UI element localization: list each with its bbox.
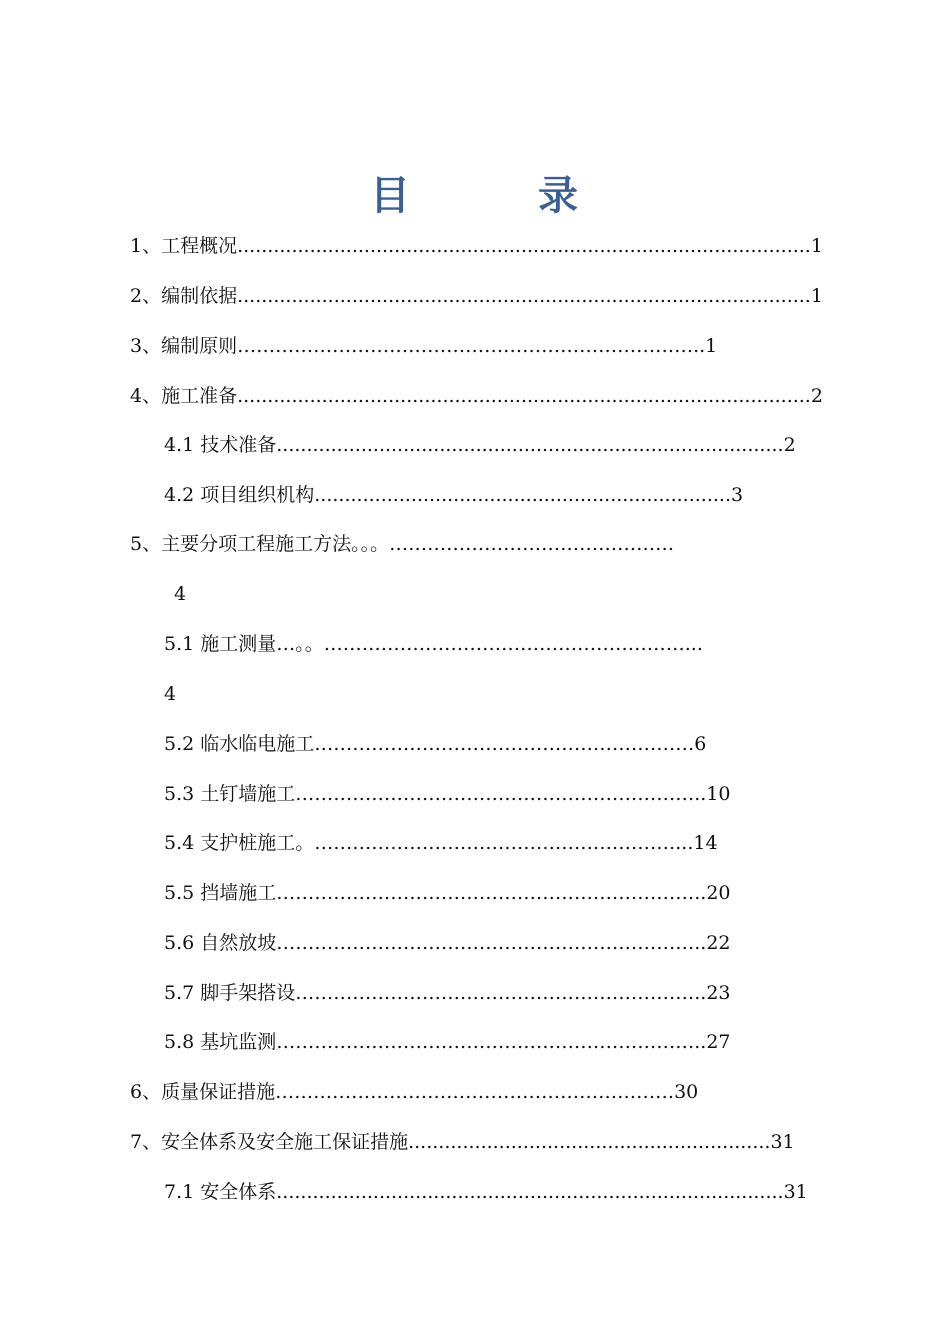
toc-entry[interactable] [164, 481, 820, 509]
toc-entry[interactable] [130, 382, 823, 410]
toc-entry-label: 6、质量保证措施 [130, 1081, 276, 1103]
toc-page-number: 2 [783, 434, 796, 456]
toc-leader-dots: ..................................................................... [314, 484, 731, 506]
toc-page-number: 2 [810, 385, 823, 407]
toc-entry[interactable] [130, 282, 823, 310]
toc-entry[interactable] [164, 630, 820, 658]
toc-entry-label: 5.3 土钉墙施工 [164, 783, 296, 805]
toc-entry-label: 5.4 支护桩施工。 [164, 832, 315, 854]
toc-entry[interactable] [164, 1028, 820, 1056]
toc-entry-label: 1、工程概况 [130, 235, 238, 257]
toc-leader-dots: ………………………………………………… [314, 832, 676, 854]
toc-entry[interactable] [130, 232, 823, 260]
toc-leader-dots: ............................................................ [408, 1131, 771, 1153]
toc-entry[interactable] [164, 730, 820, 758]
toc-title: 目 录 [370, 172, 580, 219]
toc-entry[interactable] [130, 332, 820, 360]
toc-page-number-wrapped: 4 [174, 583, 187, 605]
toc-page-number: 1 [810, 235, 823, 257]
toc-entry[interactable] [130, 1078, 820, 1106]
toc-entry-label: 5、主要分项工程施工方法。。。 [130, 533, 390, 555]
toc-page-number: ..23 [694, 982, 731, 1004]
toc-page-number: ..27 [694, 1031, 731, 1053]
toc-page-number: ... [684, 633, 703, 655]
toc-page-number: 3 [731, 484, 744, 506]
toc-entry-label: 5.6 自然放坡 [164, 932, 277, 954]
toc-entry[interactable] [164, 879, 820, 907]
toc-leader-dots: ………………………………………………………… [276, 932, 695, 954]
toc-entry-label: 7.1 安全体系 [164, 1181, 277, 1203]
toc-leader-dots: ……………………………………………………… [295, 982, 695, 1004]
toc-entry-label: 4.2 项目组织机构 [164, 484, 315, 506]
toc-entry-label: 5.8 基坑监测 [164, 1031, 277, 1053]
toc-entry-label: 2、编制依据 [130, 285, 238, 307]
toc-entry[interactable] [164, 929, 820, 957]
toc-page-number: ..22 [694, 932, 731, 954]
toc-leader-dots: ……………………………………… [389, 533, 675, 555]
toc-entry-label: 3、编制原则 [130, 335, 238, 357]
toc-page-number: ..10 [694, 783, 731, 805]
toc-entry[interactable] [130, 530, 820, 558]
toc-entry[interactable] [164, 780, 820, 808]
toc-page-number: 31 [783, 1181, 808, 1203]
toc-entry-label: 4、施工准备 [130, 385, 238, 407]
toc-leader-dots: ............................................................................................... [237, 235, 811, 257]
toc-leader-dots: …………………………………………………… [314, 733, 695, 755]
toc-page-number: 31 [770, 1131, 795, 1153]
toc-leader-dots: ............................................................................................... [237, 285, 811, 307]
toc-entry-label: 5.1 施工测量…。。 [164, 633, 324, 655]
toc-leader-dots: ………………………………………………… [323, 633, 685, 655]
toc-entry-label: 7、安全体系及安全施工保证措施 [130, 1131, 409, 1153]
toc-entry-label: 4.1 技术准备 [164, 434, 277, 456]
toc-leader-dots: ……………………………………………………………… [237, 335, 694, 357]
toc-leader-dots: ……………………………………………………… [295, 783, 695, 805]
toc-entry[interactable] [164, 829, 820, 857]
toc-leader-dots: .................................................................................... [276, 434, 784, 456]
toc-leader-dots: ............................................................................................... [237, 385, 811, 407]
toc-page-number-wrapped: 4 [164, 683, 177, 705]
toc-entry-label: 5.5 挡墙施工 [164, 882, 277, 904]
toc-entry[interactable] [164, 979, 820, 1007]
toc-leader-dots: ………………………………………………………… [276, 1031, 695, 1053]
toc-page-number: 1 [810, 285, 823, 307]
toc-leader-dots: ………………………………………………………… [276, 882, 695, 904]
toc-leader-dots: ……………………………………………………… [275, 1081, 675, 1103]
toc-entry[interactable] [164, 1178, 820, 1206]
toc-page-number: ...14 [675, 832, 718, 854]
toc-leader-dots: .................................................................................... [276, 1181, 784, 1203]
toc-entry[interactable] [130, 1128, 820, 1156]
toc-entry[interactable] [164, 431, 820, 459]
toc-entry-label: 5.7 脚手架搭设 [164, 982, 296, 1004]
toc-entry-label: 5.2 临水临电施工 [164, 733, 315, 755]
toc-page-number: 30 [674, 1081, 699, 1103]
toc-page-number: 6 [694, 733, 707, 755]
toc-page-number: ..1 [693, 335, 718, 357]
toc-page-number: ..20 [694, 882, 731, 904]
